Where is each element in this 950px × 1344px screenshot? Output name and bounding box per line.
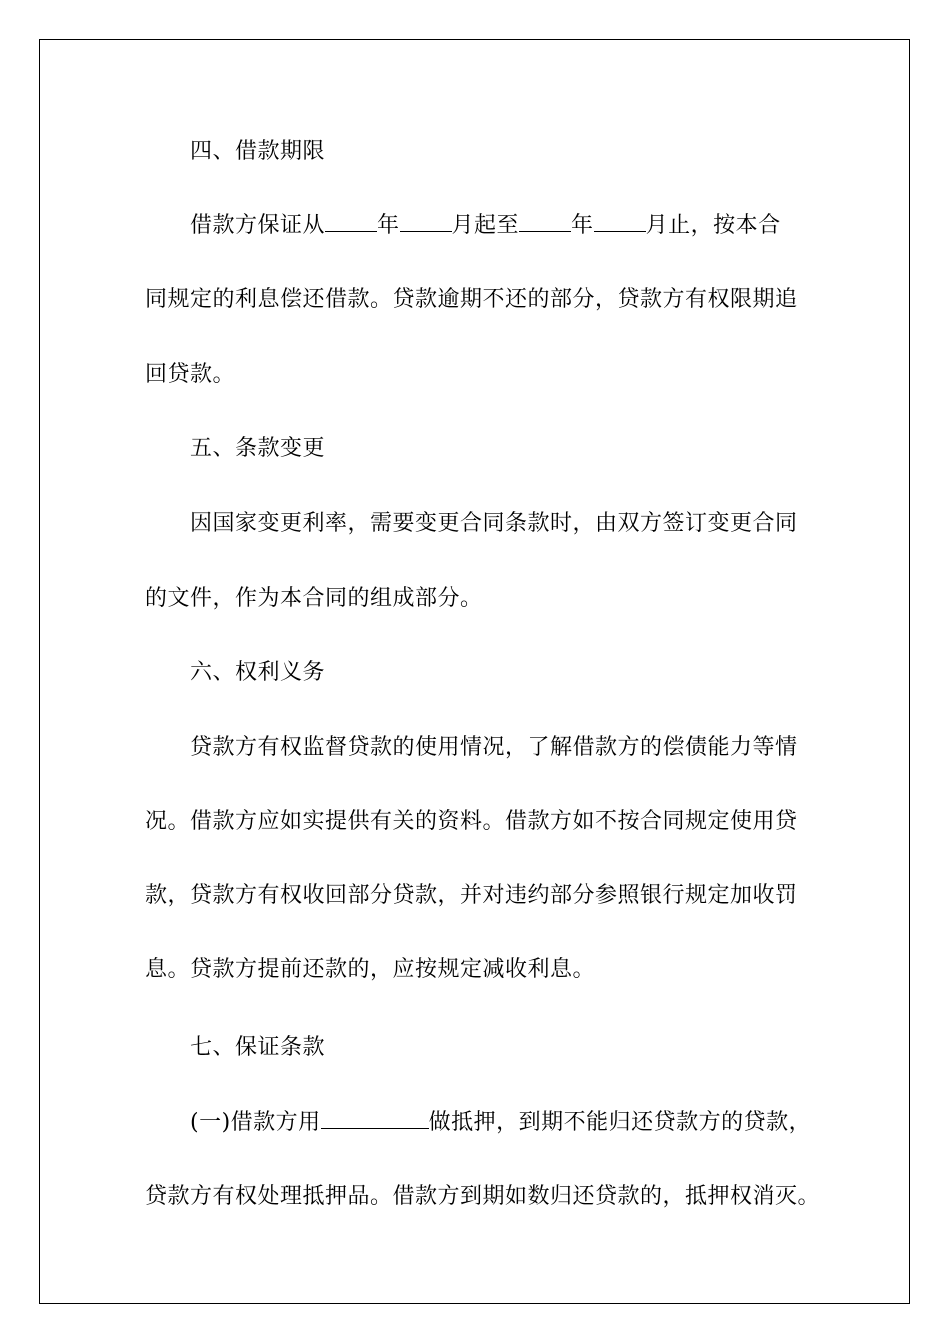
section-6-heading: 六、权利义务 [190, 660, 326, 685]
section-7-paragraph-line-2: 贷款方有权处理抵押品。借款方到期如数归还贷款的，抵押权消灭。 [145, 1184, 821, 1209]
section-6-paragraph-line-3: 款，贷款方有权收回部分贷款，并对违约部分参照银行规定加收罚 [145, 883, 798, 908]
text-segment: (一)借款方用 [190, 1110, 321, 1135]
year-blank [519, 211, 571, 232]
section-6-paragraph-line-2: 况。借款方应如实提供有关的资料。借款方如不按合同规定使用贷 [145, 809, 798, 834]
text-segment: 月起至 [451, 213, 520, 238]
text-segment: 借款方保证从 [190, 213, 326, 238]
month-blank [400, 211, 452, 232]
section-7-heading: 七、保证条款 [190, 1035, 326, 1060]
text-segment: 月止，按本合 [645, 213, 781, 238]
text-segment: 年 [377, 213, 400, 238]
section-7-paragraph-line-1 [190, 1108, 850, 1138]
section-6-paragraph-line-4: 息。贷款方提前还款的，应按规定减收利息。 [145, 957, 596, 982]
section-4-paragraph-line-3: 回贷款。 [145, 362, 236, 387]
text-segment: 做抵押，到期不能归还贷款方的贷款， [428, 1110, 812, 1135]
month-blank [594, 211, 646, 232]
section-4-paragraph-line-2: 同规定的利息偿还借款。贷款逾期不还的部分，贷款方有权限期追 [145, 287, 798, 312]
section-5-paragraph-line-1: 因国家变更利率，需要变更合同条款时，由双方签订变更合同 [190, 511, 798, 536]
section-5-heading: 五、条款变更 [190, 436, 326, 461]
collateral-blank [321, 1108, 429, 1129]
section-4-heading: 四、借款期限 [190, 139, 326, 164]
section-4-paragraph-line-1 [190, 211, 850, 241]
year-blank [325, 211, 377, 232]
section-5-paragraph-line-2: 的文件，作为本合同的组成部分。 [145, 586, 483, 611]
text-segment: 年 [571, 213, 594, 238]
section-6-paragraph-line-1: 贷款方有权监督贷款的使用情况，了解借款方的偿债能力等情 [190, 735, 798, 760]
